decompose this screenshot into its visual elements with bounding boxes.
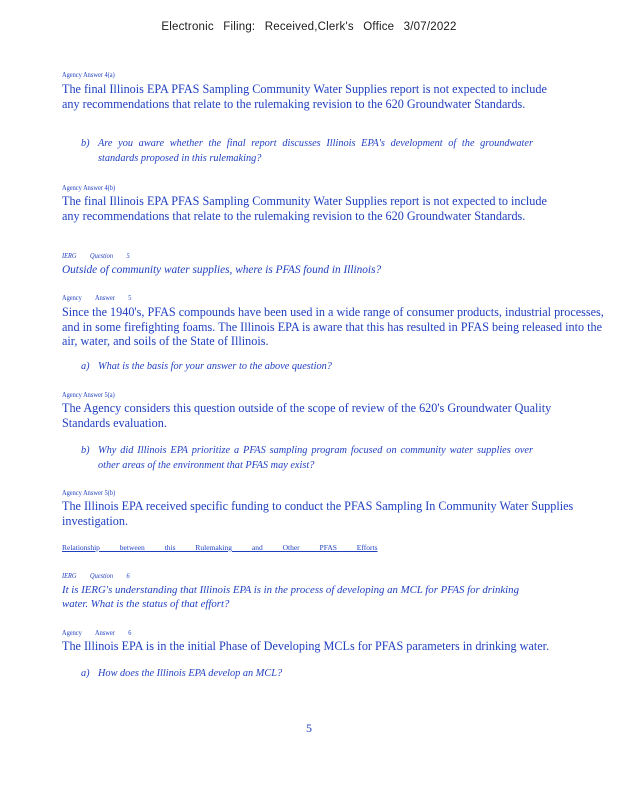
question-4b xyxy=(81,137,533,166)
answer-5-label: Agency Answer 5 xyxy=(62,293,132,302)
question-6a-number: a) xyxy=(81,668,90,679)
answer-4b-label: Agency Answer 4(b) xyxy=(62,183,116,192)
answer-5b-label: Agency Answer 5(b) xyxy=(62,488,116,497)
question-5b xyxy=(81,444,533,473)
question-5-text: Outside of community water supplies, where is PFAS found in Illinois? xyxy=(62,264,382,276)
answer-5b-text: The Illinois EPA received specific funding to conduct the PFAS Sampling In Community Water Supplies investigation. xyxy=(62,499,574,528)
question-4b-number: b) xyxy=(81,138,90,149)
answer-6-label: Agency Answer 6 xyxy=(62,628,132,637)
question-5a xyxy=(81,360,533,375)
section-heading: Relationship between this Rulemaking and Other PFAS Efforts xyxy=(62,543,378,552)
question-6a xyxy=(81,667,533,682)
question-4b-text: Are you aware whether the final report discusses Illinois EPA's development of the groundwater standards proposed in this rulemaking? xyxy=(98,138,533,164)
answer-4b-text: The final Illinois EPA PFAS Sampling Community Water Supplies report is not expected to include any recommendations that relate to the rulemaking revision to the 620 Groundwater Standards. xyxy=(62,194,547,223)
question-5a-number: a) xyxy=(81,361,90,372)
question-5b-text: Why did Illinois EPA prioritize a PFAS sampling program focused on community water supplies over other areas of the environment that PFAS may exist? xyxy=(98,445,533,471)
answer-4a-label: Agency Answer 4(a) xyxy=(62,70,115,79)
question-6a-text: How does the Illinois EPA develop an MCL? xyxy=(98,668,283,679)
question-5a-text: What is the basis for your answer to the above question? xyxy=(98,361,332,372)
answer-5-text: Since the 1940's, PFAS compounds have been used in a wide range of consumer products, industrial processes, and in some firefighting foams. The Illinois EPA is aware that this has resulted in PFAS being released into the air, water, and soils of the State of Illinois. xyxy=(62,305,604,348)
answer-5a-text: The Agency considers this question outside of the scope of review of the 620's Groundwater Quality Standards evaluation. xyxy=(62,401,552,430)
page-number: 5 xyxy=(306,721,312,735)
question-5b-number: b) xyxy=(81,445,90,456)
answer-5a-label: Agency Answer 5(a) xyxy=(62,390,115,399)
question-6-label: IERG Question 6 xyxy=(62,571,130,580)
filing-header: Electronic Filing: Received,Clerk's Office 3/07/2022 xyxy=(161,21,457,33)
question-6-text: It is IERG's understanding that Illinois EPA is in the process of developing an MCL for PFAS for drinking water. What is the status of that effort? xyxy=(62,584,519,610)
question-5-label: IERG Question 5 xyxy=(62,251,130,260)
answer-6-text: The Illinois EPA is in the initial Phase of Developing MCLs for PFAS parameters in drinking water. xyxy=(62,639,550,653)
answer-4a-text: The final Illinois EPA PFAS Sampling Community Water Supplies report is not expected to include any recommendations that relate to the rulemaking revision to the 620 Groundwater Standards. xyxy=(62,82,547,111)
